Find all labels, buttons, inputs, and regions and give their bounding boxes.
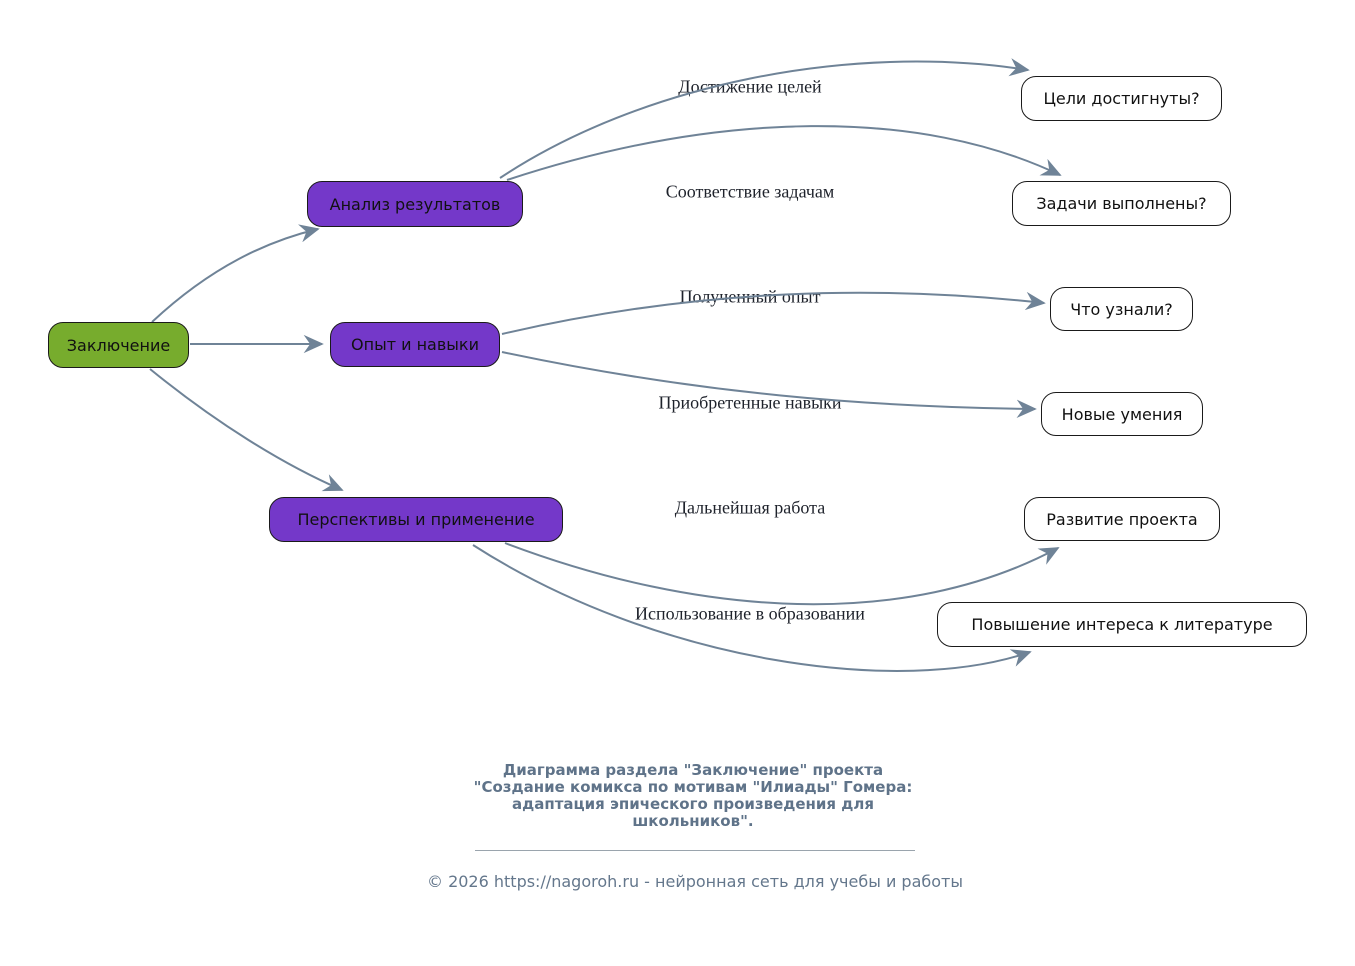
node-new-skills: Новые умения bbox=[1041, 392, 1203, 436]
edge-analysis-tasks bbox=[507, 126, 1060, 180]
node-literature-interest: Повышение интереса к литературе bbox=[937, 602, 1307, 647]
caption-line-3: адаптация эпического произведения для bbox=[511, 795, 875, 813]
node-experience: Опыт и навыки bbox=[330, 322, 500, 367]
node-perspectives: Перспективы и применение bbox=[269, 497, 563, 542]
edge-label-gained-experience: Полученный опыт bbox=[679, 286, 821, 307]
caption-line-4: школьников". bbox=[632, 812, 754, 830]
edge-perspectives-development bbox=[505, 543, 1058, 604]
caption-line-2: "Создание комикса по мотивам "Илиады" Гомера: bbox=[473, 778, 913, 796]
edge-label-further-work: Дальнейшая работа bbox=[674, 497, 826, 518]
node-what-learned: Что узнали? bbox=[1050, 287, 1193, 331]
edge-experience-skills bbox=[502, 352, 1035, 409]
node-conclusion: Заключение bbox=[48, 322, 189, 368]
edge-label-goal-achievement: Достижение целей bbox=[678, 76, 822, 97]
edge-label-use-in-education: Использование в образовании bbox=[635, 603, 865, 624]
edge-conclusion-perspectives bbox=[150, 369, 342, 490]
caption-line-1: Диаграмма раздела "Заключение" проекта bbox=[502, 761, 884, 779]
node-project-development: Развитие проекта bbox=[1024, 497, 1220, 541]
edge-conclusion-analysis bbox=[152, 229, 318, 322]
copyright-footer: © 2026 https://nagoroh.ru - нейронная сеть для учебы и работы bbox=[426, 872, 963, 891]
node-tasks-done: Задачи выполнены? bbox=[1012, 181, 1231, 226]
edge-label-acquired-skills: Приобретенные навыки bbox=[658, 392, 842, 413]
edge-analysis-goals bbox=[500, 62, 1028, 178]
node-goals-achieved: Цели достигнуты? bbox=[1021, 76, 1222, 121]
node-analysis: Анализ результатов bbox=[307, 181, 523, 227]
edge-label-task-compliance: Соответствие задачам bbox=[665, 181, 835, 202]
edge-experience-learned bbox=[502, 293, 1044, 334]
diagram-caption bbox=[413, 762, 973, 830]
caption-divider bbox=[475, 850, 915, 851]
